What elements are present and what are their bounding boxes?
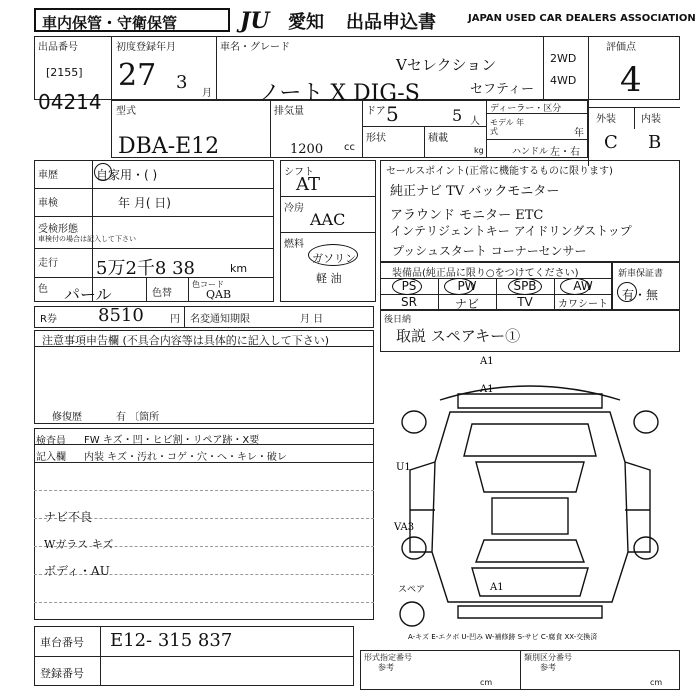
handle-options: 左・右 (550, 147, 580, 158)
disp-unit: cc (344, 142, 355, 153)
drive-4wd: 4WD (550, 74, 577, 87)
sales-line-4: プッシュスタート コーナーセンサー (392, 244, 587, 258)
mark-a1-hood: A1 (480, 384, 494, 395)
equip-navi: ナビ (454, 297, 479, 311)
class-label: 類別区分番号 (524, 653, 572, 662)
equip-pw: PW (457, 279, 477, 293)
registration-label: 登録番号 (40, 667, 84, 680)
load-unit: kg (474, 146, 484, 155)
class-ref: 参考 (540, 663, 556, 672)
model-year-label: モデル 年式 (490, 118, 525, 136)
sales-line-2: アラウンド モニター ETC (390, 208, 544, 223)
color-label: 色 (38, 284, 48, 295)
equip-circle-spb (508, 278, 542, 295)
fuel-diesel: 軽 油 (316, 272, 342, 285)
form-title: 出品申込書 (346, 12, 436, 33)
equip-label: 装備品(純正品に限り○をつけてください) (392, 268, 579, 279)
chassis-label: 車台番号 (40, 636, 84, 649)
int-label: 内装 (641, 114, 661, 125)
fuel-circle (308, 244, 358, 266)
lot-small: [2155] (46, 66, 83, 79)
ju-logo: JU (240, 8, 270, 34)
recycle-yen: 円 (170, 314, 180, 325)
equip-circle-ps (392, 278, 422, 295)
sales-line-3: インテリジェントキー アイドリングストップ (390, 224, 632, 238)
use-label: 車歴 (38, 170, 58, 181)
door-value: 5 (386, 102, 399, 126)
handwritten-note-3: ボディ・AU (44, 564, 110, 578)
month-unit: 月 (202, 88, 212, 99)
int-row: 内装 キズ・汚れ・コゲ・穴・へ・キレ・破レ (84, 452, 287, 463)
use-circle (94, 163, 112, 181)
after-label: 後日納 (384, 315, 412, 325)
car-name-label: 車名・グレード (220, 42, 290, 53)
mark-u1: U1 (396, 462, 411, 473)
warranty-options: 有・無 (622, 288, 659, 302)
equip-ps: PS (401, 279, 417, 293)
mileage-label: 走行 (38, 258, 58, 269)
equip-aw: AW (573, 279, 593, 293)
first-reg-year: 27 (118, 58, 157, 93)
lot-label: 出品番号 (38, 42, 78, 53)
equip-tv: TV (517, 295, 533, 309)
shape-label: 形状 (366, 133, 386, 144)
sales-label: セールスポイント(正常に機能するものに限ります) (386, 166, 613, 177)
inspect-value: 年 月( 日) (118, 196, 171, 210)
damage-legend: A-キズ E-エクボ U-凹み W-補修跡 S-サビ C-腐食 XX-交換済 (408, 633, 598, 641)
disp-label: 排気量 (274, 106, 304, 117)
score-value: 4 (620, 60, 642, 100)
grade-note-2: セフティー (470, 82, 534, 97)
accepted-label: 受検形態 (38, 224, 78, 235)
car-damage-diagram (380, 352, 680, 642)
name-change-date: 月 日 (300, 314, 324, 325)
recycle-label: R券 (40, 314, 57, 325)
first-reg-label: 初度登録年月 (116, 42, 176, 53)
ext-label: 外装 (596, 114, 616, 125)
type-label: 型式 (116, 106, 136, 117)
storage-badge: 車内保管・守衛保管 (34, 8, 230, 32)
drive-2wd: 2WD (550, 52, 577, 65)
handwritten-note-1: ナビ不良 (44, 510, 93, 524)
warranty-label: 新車保証書 (618, 269, 664, 279)
equip-spb: SPB (513, 279, 537, 293)
color-code-label: 色コード (192, 280, 224, 289)
spare-label: スペア (398, 585, 426, 595)
accepted-note: 車検付の場合は記入して下さい (38, 235, 136, 243)
ext-grade: C (604, 132, 618, 153)
recycle-value: 8510 (98, 305, 144, 326)
name-change-label: 名変通知期限 (190, 314, 250, 325)
form-subtitle: JAPAN USED CAR DEALERS ASSOCIATION (468, 13, 696, 24)
equip-circle-aw (560, 278, 590, 295)
grade-note: Vセレクション (396, 56, 497, 74)
notes-label: 注意事項申告欄 (不具合内容等は具体的に記入して下さい) (42, 334, 330, 347)
equip-seat: カワシート (558, 299, 608, 310)
repair-label: 修復歴 (52, 412, 82, 423)
load-label: 積載 (428, 133, 448, 144)
record-label: 記入欄 (36, 452, 66, 463)
sales-line-1: 純正ナビ TV バックモニター (390, 184, 560, 199)
chassis-value: E12- 315 837 (110, 630, 233, 651)
car-name: ノート X DIG-S (258, 81, 420, 106)
fw-row: FW キズ・凹・ヒビ割・リペア跡・X要 (84, 435, 260, 446)
color-value: パール (64, 285, 112, 304)
after-value: 取説 スペアキー① (396, 327, 521, 345)
door-label: ドア (366, 106, 386, 117)
type-cert-label: 形式指定番号 (364, 653, 412, 662)
shift-label: シフト (284, 167, 314, 178)
equip-circle-pw (444, 278, 474, 295)
cm-unit-2: cm (650, 678, 663, 687)
score-label: 評価点 (606, 42, 636, 53)
ac-label: 冷房 (284, 203, 304, 214)
year-unit: 年 (574, 128, 584, 139)
lot-number: 04214 (38, 90, 102, 114)
mileage-value: 5万2千8 38 (96, 258, 195, 279)
int-grade: B (648, 132, 662, 153)
repair-value: 有 〔箇所 (116, 412, 160, 423)
fuel-gasoline: ガソリン (312, 252, 356, 265)
warranty-circle (617, 282, 637, 302)
equip-sr: SR (401, 295, 417, 309)
mark-a1-front: A1 (480, 356, 494, 367)
dealer-label: ディーラー・区分 (490, 104, 562, 114)
mileage-unit: km (230, 262, 248, 275)
org-name: 愛知 (288, 12, 324, 33)
handle-label: ハンドル (512, 147, 549, 157)
color-code-value: QAB (206, 288, 232, 301)
handwritten-note-2: Wガラス キズ (44, 538, 114, 551)
fuel-label: 燃料 (284, 239, 304, 250)
inspect-label: 車検 (38, 198, 58, 209)
seat-unit: 人 (470, 116, 480, 127)
cm-unit-1: cm (480, 678, 493, 687)
first-reg-month: 3 (176, 72, 188, 93)
mark-va3: VA3 (394, 522, 415, 533)
inspector-label: 検査員 (36, 436, 66, 447)
seat-value: 5 (452, 106, 463, 125)
use-value: 自家用・( ) (96, 168, 158, 182)
shift-value: AT (296, 174, 321, 195)
type-value: DBA-E12 (118, 134, 220, 159)
disp-value: 1200 (290, 142, 324, 157)
type-cert-ref: 参考 (378, 663, 394, 672)
mark-a1-rear: A1 (490, 582, 504, 593)
color-change-label: 色替 (152, 288, 172, 299)
ac-value: AAC (310, 210, 346, 229)
